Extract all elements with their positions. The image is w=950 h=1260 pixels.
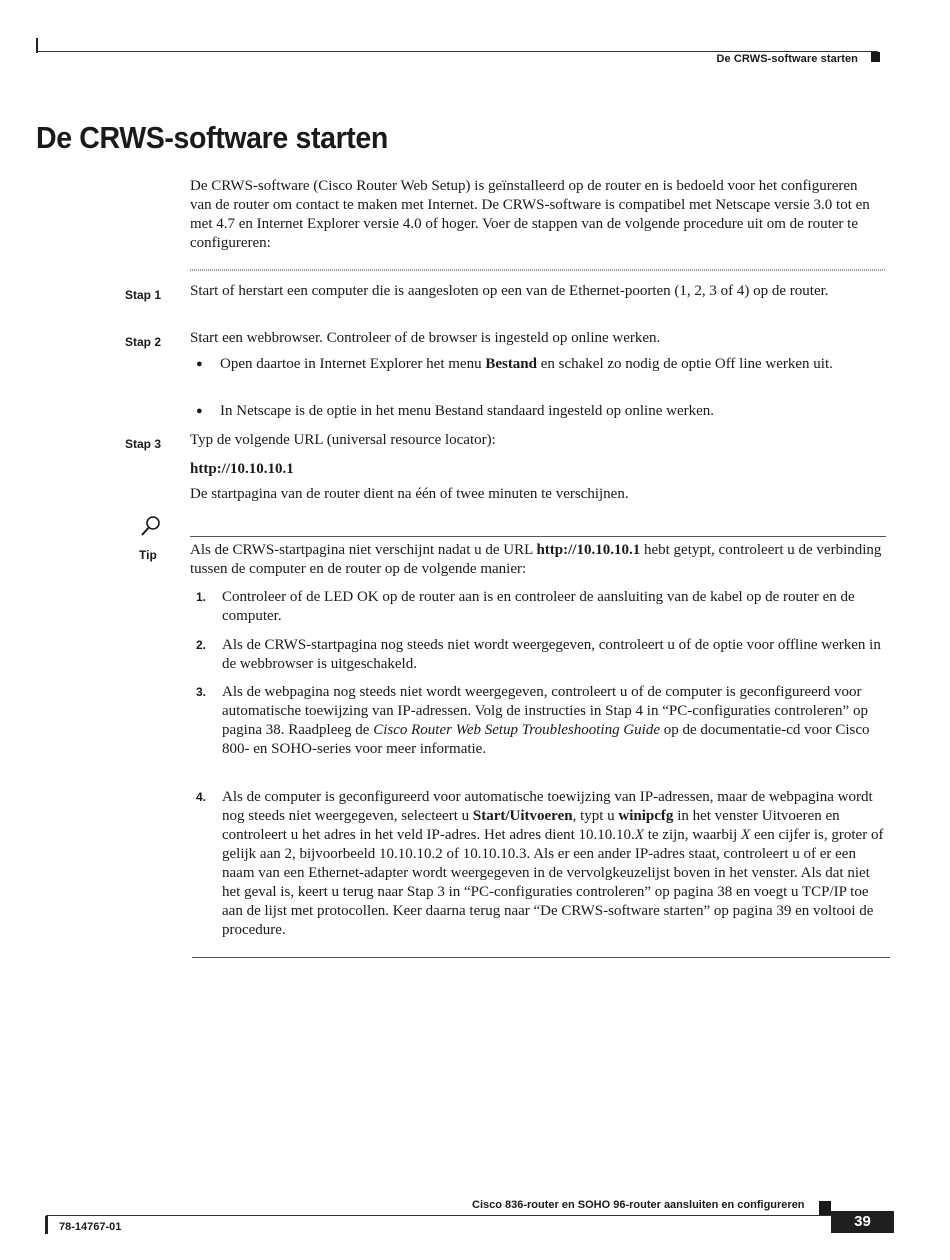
tip-item-text: Als de computer is geconfigureerd voor automatische toewijzing van IP-adressen, maar de webpagina wordt nog steeds niet weergegeven, selecteert u Start/Uitvoeren, typt u winipcfg in het venster Uitvoeren en controleert u het adres in het veld IP-adres. Het adres dient 10.10.10.X te zijn, waarbij X een cijfer is, groter of gelijk aan 2, bijvoorbeeld 10.10.10.2 of 10.10.10.3. Als er een ander IP-adres staat, controleert u of er een naam van een Ethernet-adapter wordt weergegeven in de vervolgkeuzelijst boven in het venster. Als dat niet het geval is, keert u terug naar Stap 3 in “PC-configuraties controleren” op pagina 38 en voegt u TCP/IP toe aan de lijst met protocollen. Keer daarna terug naar “De CRWS-software starten” op pagina 39 en voltooi de procedure. bbox=[222, 789, 884, 938]
step-2-bullet bbox=[196, 355, 866, 374]
tip-end-rule bbox=[192, 957, 890, 958]
tip-item-number: 2. bbox=[196, 638, 207, 652]
header-rule bbox=[36, 51, 878, 52]
step-1-text: Start of herstart een computer die is aangesloten op een van de Ethernet-poorten (1, 2, 3 of 4) op de router. bbox=[190, 283, 829, 299]
step-2-label: Stap 2 bbox=[125, 335, 162, 349]
magnifier-icon bbox=[140, 515, 162, 544]
tip-item-number: 1. bbox=[196, 590, 207, 604]
intro-paragraph: De CRWS-software (Cisco Router Web Setup) is geïnstalleerd op de router en is bedoeld voor het configureren van de router om contact te maken met Internet. De CRWS-software is compatibel met Netscape versie 3.0 tot en met 4.7 en Internet Explorer versie 4.0 of hoger. Voer de stappen van de volgende procedure uit om de router te configureren: bbox=[190, 178, 870, 251]
footer-block-marker bbox=[819, 1201, 831, 1215]
tip-item bbox=[196, 636, 886, 674]
tip-label: Tip bbox=[139, 548, 157, 562]
footer-rule bbox=[46, 1215, 831, 1216]
bullet-marker: ● bbox=[196, 358, 203, 370]
bullet-text: Open daartoe in Internet Explorer het menu Bestand en schakel zo nodig de optie Off line werken uit. bbox=[220, 356, 833, 372]
bullet-marker: ● bbox=[196, 405, 203, 417]
header-block-marker bbox=[871, 52, 880, 62]
footer-book-title: Cisco 836-router en SOHO 96-router aansluiten en configureren bbox=[472, 1199, 805, 1211]
running-header: De CRWS-software starten bbox=[716, 53, 858, 65]
step-3-label: Stap 3 bbox=[125, 437, 162, 451]
document-id: 78-14767-01 bbox=[59, 1221, 122, 1233]
page-number: 39 bbox=[831, 1211, 894, 1233]
procedure-divider bbox=[190, 269, 886, 271]
footer-tick bbox=[45, 1216, 48, 1234]
tip-rule bbox=[190, 536, 886, 537]
tip-item bbox=[196, 588, 886, 626]
tip-item-number: 4. bbox=[196, 790, 207, 804]
bullet-text: In Netscape is de optie in het menu Bestand standaard ingesteld op online werken. bbox=[220, 403, 715, 419]
tip-item-text: Controleer of de LED OK op de router aan is en controleer de aansluiting van de kabel op de router en de computer. bbox=[222, 589, 855, 624]
page-title: De CRWS-software starten bbox=[36, 120, 388, 155]
step-1-label: Stap 1 bbox=[125, 288, 162, 302]
tip-intro: Als de CRWS-startpagina niet verschijnt nadat u de URL http://10.10.10.1 hebt getypt, controleert u de verbinding tussen de computer en de router op de volgende manier: bbox=[190, 542, 882, 577]
step-3-text: Typ de volgende URL (universal resource locator): bbox=[190, 432, 496, 448]
step-2-text: Start een webbrowser. Controleer of de browser is ingesteld op online werken. bbox=[190, 330, 661, 346]
step-3-result-text: De startpagina van de router dient na één of twee minuten te verschijnen. bbox=[190, 486, 629, 502]
tip-item-number: 3. bbox=[196, 685, 207, 699]
step-2-bullet bbox=[196, 402, 866, 421]
tip-item bbox=[196, 788, 886, 940]
tip-item bbox=[196, 683, 886, 759]
tip-item-text: Als de webpagina nog steeds niet wordt weergegeven, controleert u of de computer is geconfigureerd voor automatische toewijzing van IP-adressen. Volg de instructies in Stap 4 in “PC-configuraties controleren” op pagina 38. Raadpleeg de Cisco Router Web Setup Troubleshooting Guide op de documentatie-cd voor Cisco 800- en SOHO-series voor meer informatie. bbox=[222, 684, 870, 757]
router-url: http://10.10.10.1 bbox=[190, 461, 294, 477]
tip-item-text: Als de CRWS-startpagina nog steeds niet wordt weergegeven, controleert u of de optie voor offline werken in de webbrowser is uitgeschakeld. bbox=[222, 637, 881, 672]
